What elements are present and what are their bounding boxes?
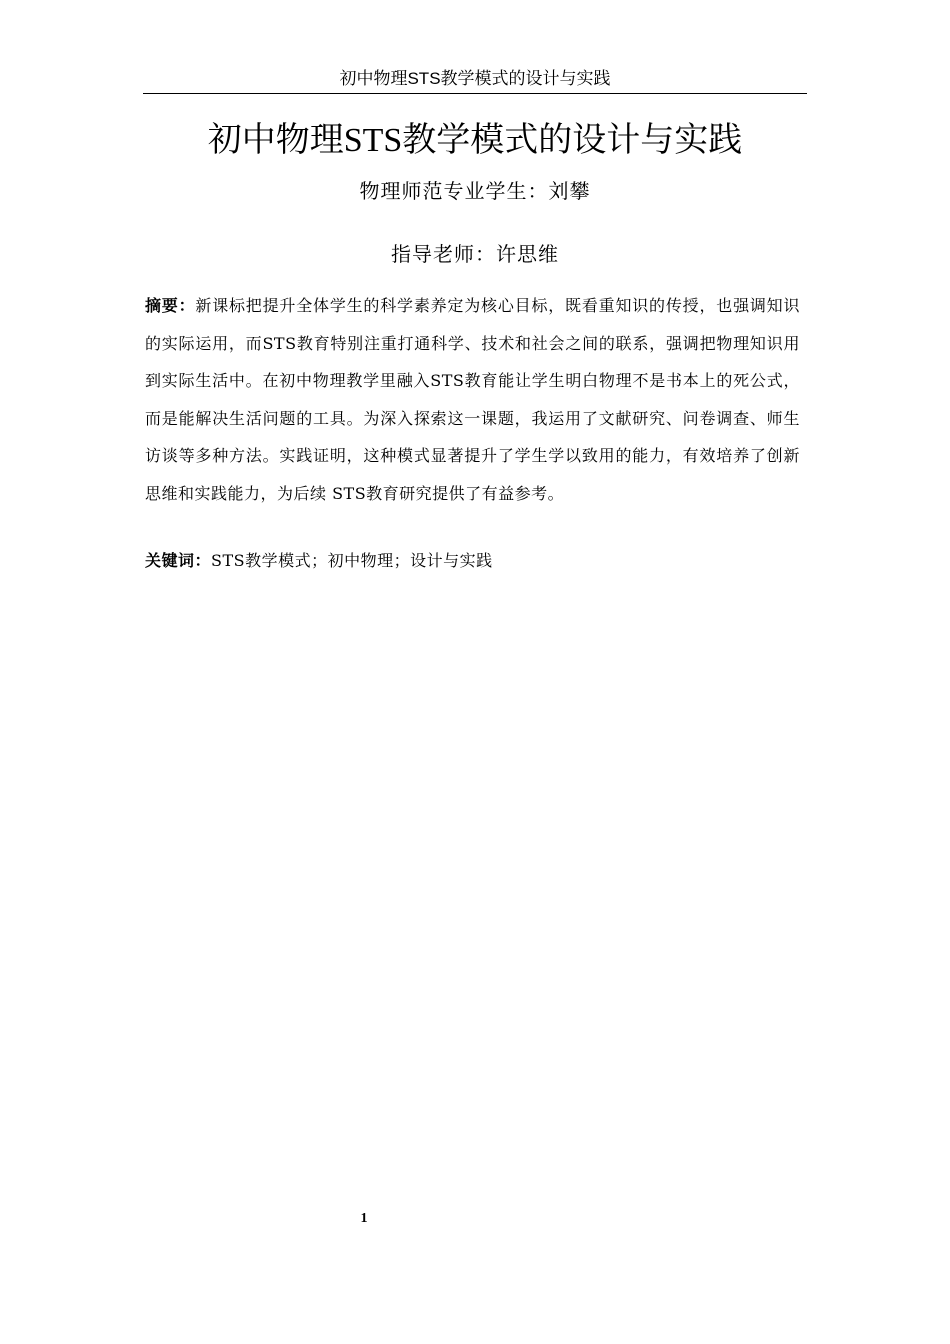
abstract-text: 新课标把提升全体学生的科学素养定为核心目标，既看重知识的传授，也强调知识的实际运用，而STS教育特别注重打通科学、技术和社会之间的联系，强调把物理知识用到实际生活中。在初中物理教学里融入STS教育能让学生明白物理不是书本上的死公式，而是能解决生活问题的工具。为深入探索这一课题，我运用了文献研究、问卷调查、师生访谈等多种方法。实践证明，这种模式显著提升了学生学以致用的能力，有效培养了创新思维和实践能力，为后续 STS教育研究提供了有益参考。: [145, 296, 800, 503]
page-number: 1: [360, 1211, 368, 1226]
keywords-paragraph: [145, 546, 800, 576]
document-title: 初中物理STS教学模式的设计与实践: [207, 122, 743, 159]
keywords-text: STS教学模式；初中物理；设计与实践: [211, 551, 493, 570]
advisor-line: 指导老师：许思维: [391, 242, 559, 266]
running-header: 初中物理STS教学模式的设计与实践: [143, 68, 807, 94]
abstract-label: 摘要：: [145, 296, 196, 315]
keywords-label: 关键词：: [145, 551, 212, 570]
author-line: 物理师范专业学生：刘攀: [359, 179, 591, 203]
abstract-paragraph: [145, 287, 800, 512]
